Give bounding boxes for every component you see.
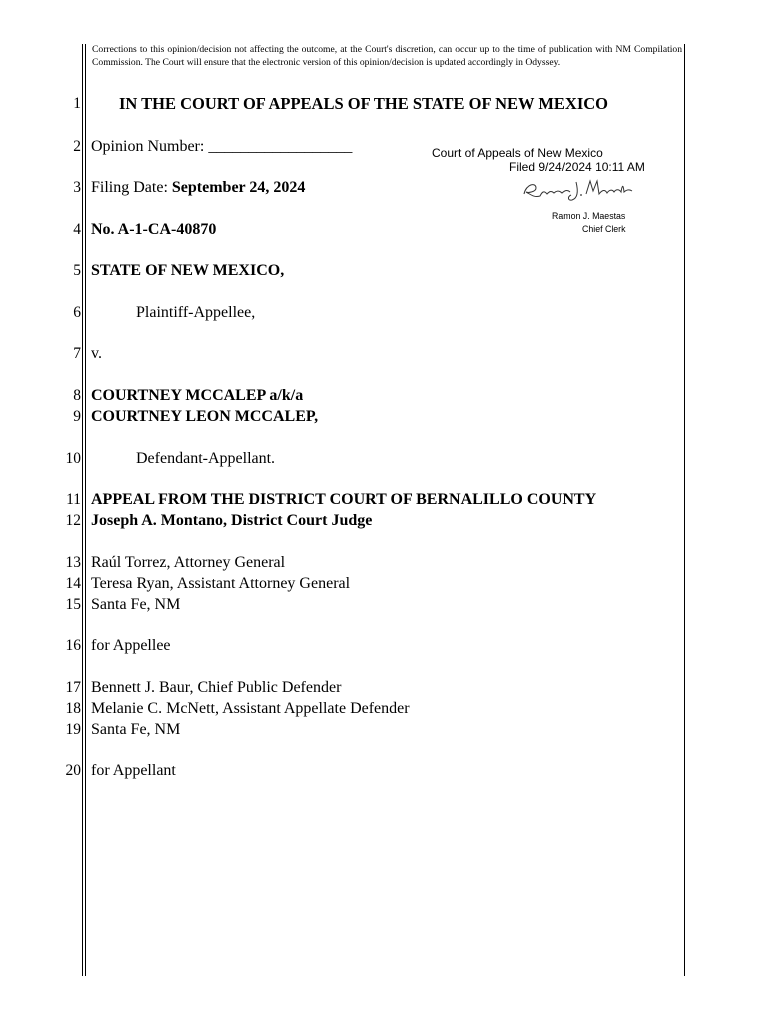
for-appellee: for Appellee — [91, 637, 171, 654]
corrections-notice: Corrections to this opinion/decision not affecting the outcome, at the Court's discretion, can occur up to the time of publication with NM Compilation Commission. The Court will ensure that the electronic version of this opinion/decision is updated accordingly in Odyssey. — [92, 44, 682, 68]
court-heading: IN THE COURT OF APPEALS OF THE STATE OF NEW MEXICO — [119, 94, 609, 113]
line-number: 11 — [66, 491, 81, 508]
plaintiff-name: STATE OF NEW MEXICO, — [91, 262, 285, 279]
stamp-court: Court of Appeals of New Mexico — [432, 146, 603, 160]
line-number: 14 — [65, 575, 81, 592]
appellant-counsel-location: Santa Fe, NM — [91, 721, 181, 738]
filing-date-label: Filing Date: — [91, 179, 172, 196]
case-number: No. A-1-CA-40870 — [91, 221, 217, 238]
line-number: 8 — [73, 387, 81, 404]
left-margin-rule-outer — [82, 44, 83, 976]
line-number: 3 — [73, 179, 81, 196]
line-number: 12 — [65, 512, 81, 529]
line-number: 13 — [65, 554, 81, 571]
clerk-title: Chief Clerk — [582, 224, 626, 234]
line-number: 1 — [73, 95, 81, 112]
line-number: 19 — [65, 721, 81, 738]
opinion-number: Opinion Number: __________________ — [91, 138, 353, 155]
district-judge: Joseph A. Montano, District Court Judge — [91, 512, 373, 529]
versus: v. — [91, 345, 102, 362]
filing-date — [91, 178, 305, 198]
left-margin-rule-inner — [85, 44, 86, 976]
line-number: 6 — [73, 304, 81, 321]
appellee-counsel-1: Raúl Torrez, Attorney General — [91, 554, 286, 571]
appellee-counsel-location: Santa Fe, NM — [91, 596, 181, 613]
line-number: 2 — [73, 138, 81, 155]
clerk-signature — [520, 176, 635, 209]
line-number: 15 — [65, 596, 81, 613]
defendant-name: COURTNEY MCCALEP a/k/a — [91, 387, 304, 404]
line-number: 4 — [73, 221, 81, 238]
stamp-filed: Filed 9/24/2024 10:11 AM — [509, 160, 645, 174]
line-number: 9 — [73, 408, 81, 425]
line-number: 18 — [65, 700, 81, 717]
appeal-heading: APPEAL FROM THE DISTRICT COURT OF BERNALILLO COUNTY — [91, 491, 597, 508]
clerk-name: Ramon J. Maestas — [552, 211, 626, 221]
defendant-alias: COURTNEY LEON MCCALEP, — [91, 408, 319, 425]
defendant-role: Defendant-Appellant. — [136, 450, 276, 467]
line-number: 17 — [65, 679, 81, 696]
line-number: 20 — [65, 762, 81, 779]
appellant-counsel-2: Melanie C. McNett, Assistant Appellate Defender — [91, 700, 410, 717]
line-number: 7 — [73, 345, 81, 362]
plaintiff-role: Plaintiff-Appellee, — [136, 304, 256, 321]
appellee-counsel-2: Teresa Ryan, Assistant Attorney General — [91, 575, 351, 592]
line-number: 10 — [65, 450, 81, 467]
filing-date-value: September 24, 2024 — [171, 179, 306, 196]
appellant-counsel-1: Bennett J. Baur, Chief Public Defender — [91, 679, 342, 696]
line-number: 16 — [65, 637, 81, 654]
for-appellant: for Appellant — [91, 762, 176, 779]
right-margin-rule — [684, 44, 685, 976]
line-number: 5 — [73, 262, 81, 279]
